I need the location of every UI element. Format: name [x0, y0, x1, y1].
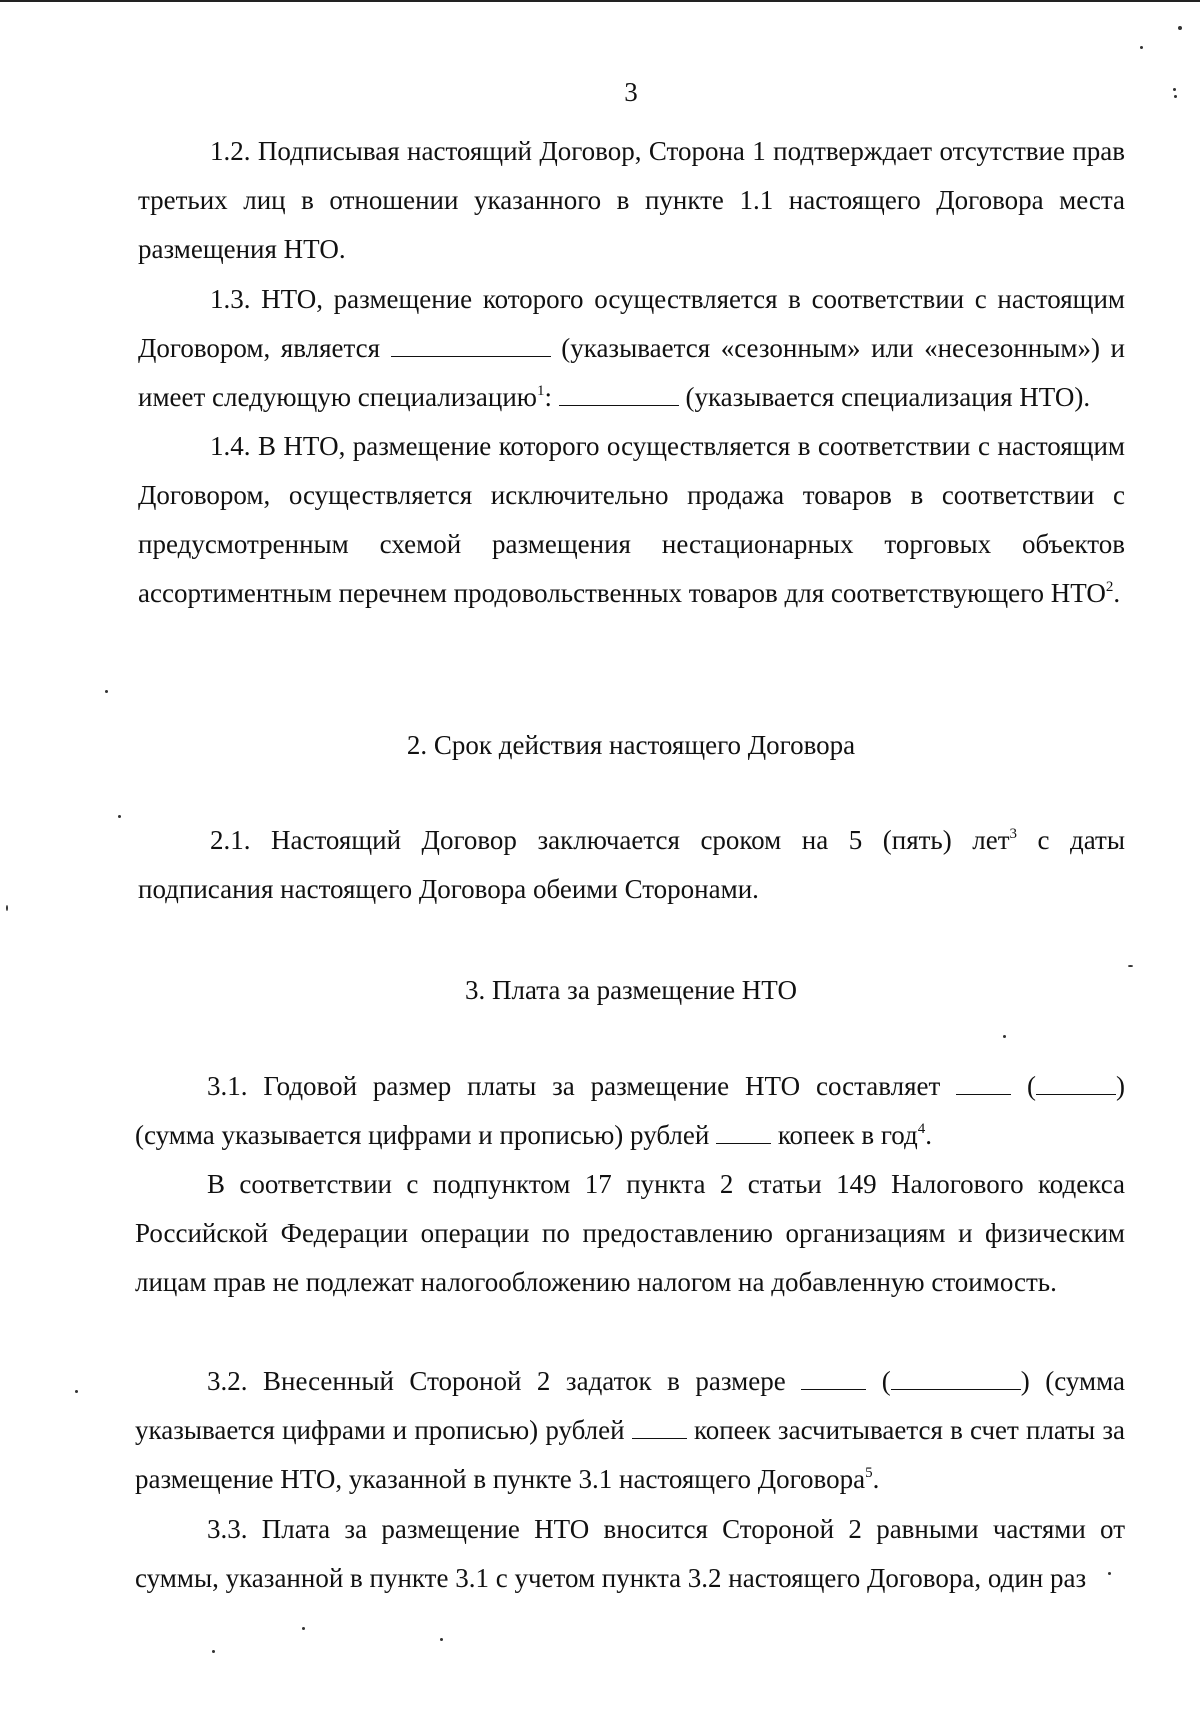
p3-1-text-2: ( — [1011, 1071, 1036, 1101]
p2-1-text-1: 2.1. Настоящий Договор заключается сроком на 5 (пять) лет — [210, 825, 1010, 855]
annual-fee-words-blank — [1036, 1072, 1116, 1095]
scan-speck — [1174, 95, 1177, 98]
p1-4-text: 1.4. В НТО, размещение которого осуществляется в соответствии с настоящим Договором, осуществляется исключительно продажа товаров в соответствии с предусмотренным схемой размещения нестационарных торговых объектов ассортиментным перечнем продовольственных товаров для соответствующего НТО — [138, 431, 1125, 608]
paragraph-3-2 — [135, 1357, 1125, 1504]
annual-fee-kopecks-blank — [716, 1121, 771, 1144]
season-type-blank — [391, 334, 551, 357]
paragraph-3-1 — [135, 1062, 1125, 1160]
scan-speck — [1128, 965, 1133, 967]
footnote-mark-1: 1 — [536, 383, 545, 399]
annual-fee-digits-blank — [956, 1072, 1011, 1095]
scan-speck — [212, 1650, 215, 1653]
p3-2-end: . — [872, 1464, 880, 1494]
p3-2-text-2: ( — [866, 1366, 891, 1396]
footnote-mark-2: 2 — [1105, 579, 1114, 595]
p1-3-text-3: : — [544, 382, 559, 412]
deposit-words-blank — [891, 1367, 1021, 1390]
p3-1-end: . — [925, 1120, 932, 1150]
scan-speck — [105, 690, 108, 693]
footnote-mark-4: 4 — [917, 1121, 926, 1137]
scan-speck — [118, 815, 121, 818]
paragraph-2-1 — [138, 816, 1125, 914]
paragraph-1-4 — [138, 422, 1125, 618]
p1-3-text-2: (указывается «сезонным» или «несезонным») и имеет следующую специализацию — [138, 333, 1125, 412]
p3-1-text-3: ) (сумма указывается цифрами и прописью) рублей — [135, 1071, 1125, 1150]
p3-2-text-3: ) (сумма указывается цифрами и прописью) рублей — [135, 1366, 1125, 1445]
section-heading-3: 3. Плата за размещение НТО — [465, 975, 797, 1005]
scan-speck — [1178, 26, 1182, 30]
paragraph-3-3: 3.3. Плата за размещение НТО вносится Стороной 2 равными частями от суммы, указанной в пункте 3.1 с учетом пункта 3.2 настоящего Договора, один раз — [135, 1514, 1125, 1593]
p2-1-text-2: с даты подписания настоящего Договора обеими Сторонами. — [138, 825, 1125, 904]
p3-2-text-4: копеек засчитывается в счет платы за размещение НТО, указанной в пункте 3.1 настоящего Договора — [135, 1415, 1125, 1494]
scan-speck — [1140, 46, 1143, 49]
specialization-blank — [559, 383, 679, 406]
p3-1-text-1: 3.1. Годовой размер платы за размещение НТО составляет — [207, 1071, 957, 1101]
scan-speck — [1003, 1035, 1006, 1038]
p3-2-text-1: 3.2. Внесенный Стороной 2 задаток в размере — [207, 1366, 802, 1396]
p3-1-text-4: копеек в год — [771, 1120, 918, 1150]
p1-4-end: . — [1113, 578, 1121, 608]
page-number: 3 — [624, 77, 638, 107]
section-heading-2: 2. Срок действия настоящего Договора — [406, 730, 856, 760]
scan-speck — [302, 1627, 305, 1630]
paragraph-1-2: 1.2. Подписывая настоящий Договор, Сторона 1 подтверждает отсутствие прав третьих лиц в отношении указанного в пункте 1.1 настоящего Договора места размещения НТО. — [138, 136, 1125, 264]
footnote-mark-5: 5 — [865, 1465, 873, 1481]
deposit-kopecks-blank — [632, 1416, 687, 1439]
paragraph-1-3 — [138, 275, 1125, 422]
scan-top-edge — [0, 0, 1200, 2]
scan-speck — [1108, 1572, 1111, 1575]
p1-3-text-1: 1.3. НТО, размещение которого осуществляется в соответствии с настоящим Договором, является — [138, 284, 1125, 363]
p1-3-text-4: (указывается специализация НТО). — [678, 382, 1091, 412]
scan-speck — [75, 1390, 78, 1393]
scan-speck — [6, 905, 8, 911]
paragraph-tax-exemption: В соответствии с подпунктом 17 пункта 2 статьи 149 Налогового кодекса Российской Федерации операции по предоставлению организациям и физическим лицам прав не подлежат налогообложению налогом на добавленную стоимость. — [135, 1169, 1125, 1297]
scan-speck — [1173, 88, 1176, 91]
scan-speck — [440, 1638, 443, 1641]
footnote-mark-3: 3 — [1009, 826, 1017, 842]
deposit-digits-blank — [801, 1367, 866, 1390]
